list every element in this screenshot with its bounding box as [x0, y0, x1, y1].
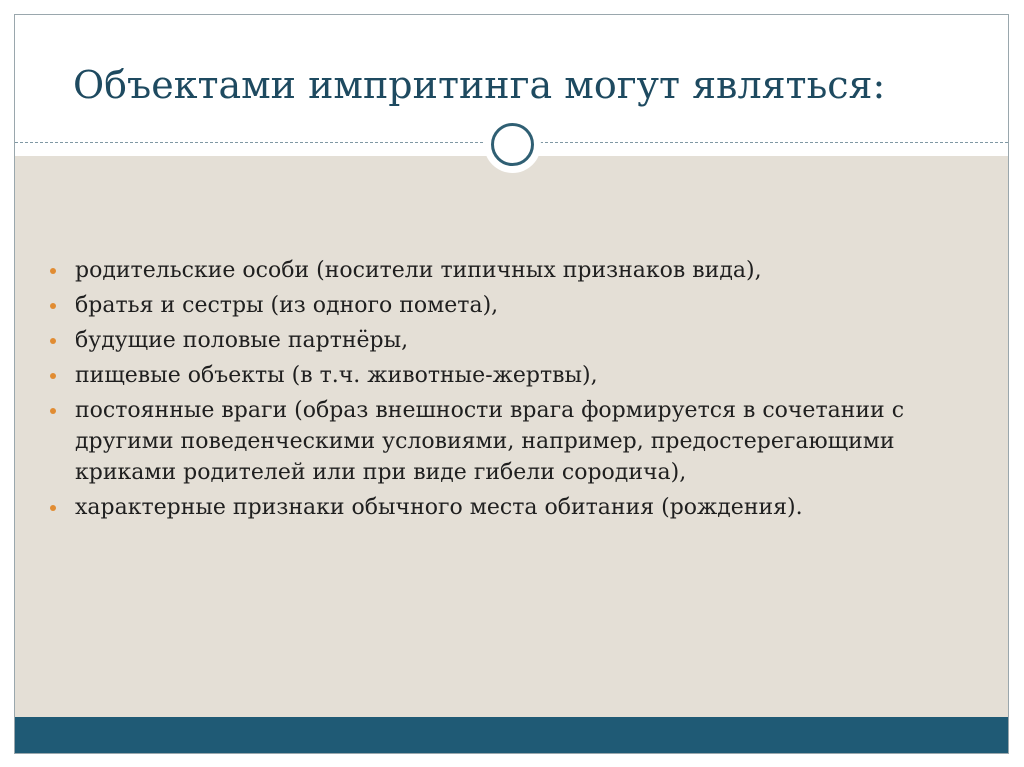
footer-bar [15, 717, 1008, 753]
list-item [45, 492, 935, 523]
circle-ring-icon [484, 116, 541, 173]
bullet-dot-icon [50, 408, 56, 414]
list-item [45, 255, 935, 286]
bullet-dot-icon [50, 373, 56, 379]
bullet-text: будущие половые партнёры, [75, 328, 409, 353]
bullet-text: родительские особи (носители типичных признаков вида), [75, 258, 762, 283]
bullet-text: братья и сестры (из одного помета), [75, 293, 499, 318]
bullet-list [45, 255, 935, 527]
bullet-dot-icon [50, 338, 56, 344]
bullet-text: характерные признаки обычного места обитания (рождения). [75, 495, 803, 520]
badge-ring [491, 123, 534, 166]
bullet-text: постоянные враги (образ внешности врага формируется в сочетании с другими поведенческими условиями, например, предостерегающими криками родителей или при виде гибели сородича), [75, 398, 905, 485]
slide-frame [14, 14, 1009, 754]
list-item [45, 325, 935, 356]
bullet-dot-icon [50, 303, 56, 309]
list-item [45, 290, 935, 321]
content-panel [15, 156, 1008, 717]
bullet-text: пищевые объекты (в т.ч. животные-жертвы), [75, 363, 598, 388]
bullet-dot-icon [50, 268, 56, 274]
list-item [45, 360, 935, 391]
bullet-dot-icon [50, 505, 56, 511]
slide-title: Объектами импритинга могут являться: [73, 63, 886, 107]
list-item [45, 395, 935, 488]
